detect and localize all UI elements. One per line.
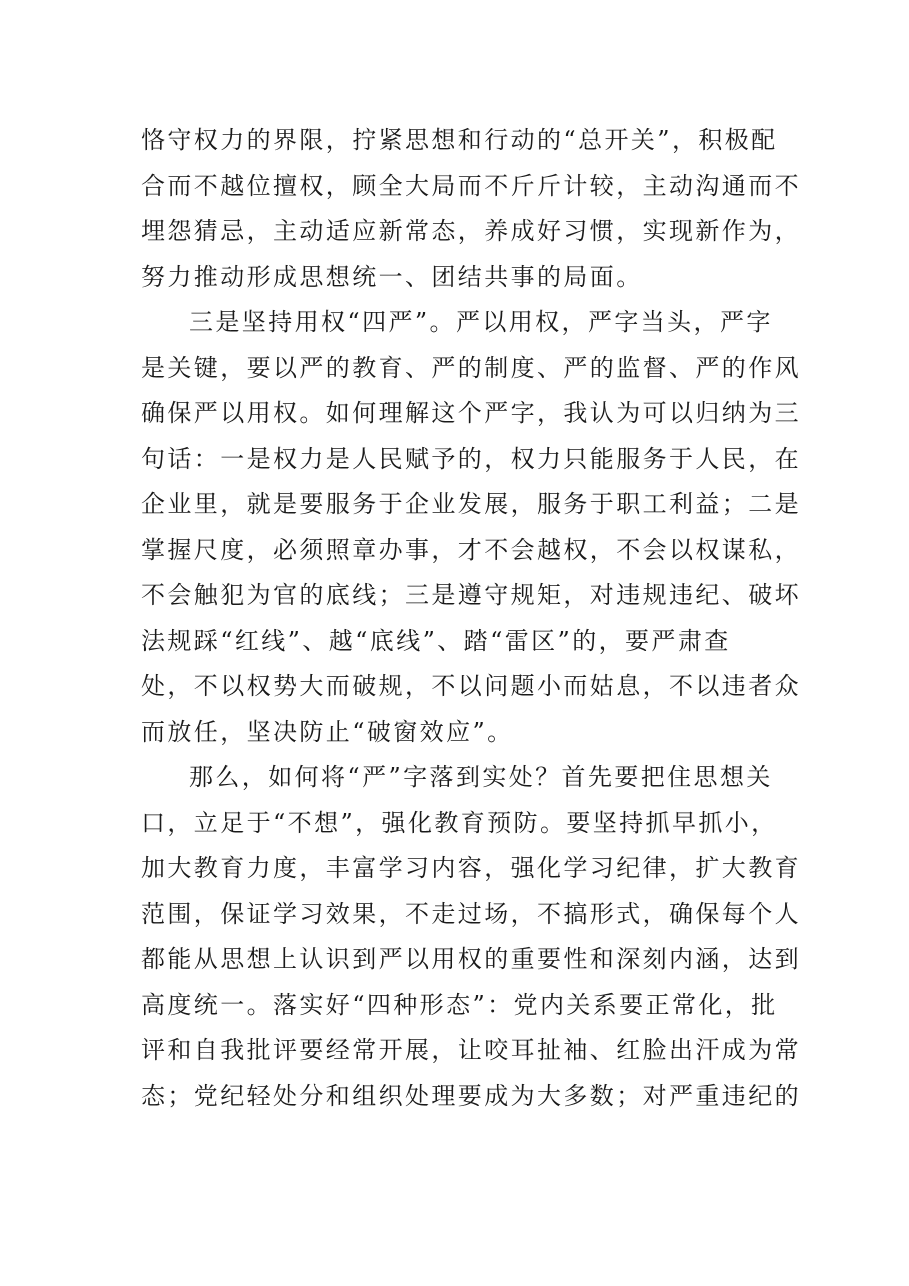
- text-line: 是关键，要以严的教育、严的制度、严的监督、严的作风: [141, 353, 801, 382]
- text-line: 范围，保证学习效果，不走过场，不搞形式，确保每个人: [141, 899, 801, 928]
- text-line: 高度统一。落实好“四种形态”：党内关系要正常化，批: [141, 990, 778, 1019]
- text-line: 确保严以用权。如何理解这个严字，我认为可以归纳为三: [141, 399, 801, 427]
- text-line: 埋怨猜忌，主动适应新常态，养成好习惯，实现新作为，: [141, 217, 801, 245]
- text-line: 法规踩“红线”、越“底线”、踏“雷区”的，要严肃查: [141, 626, 731, 655]
- paragraph-first-line: 那么，如何将“严”字落到实处？首先要把住思想关: [189, 763, 773, 791]
- text-line: 态；党纪轻处分和组织处理要成为大多数；对严重违纪的: [141, 1081, 801, 1110]
- text-line: 处，不以权势大而破规，不以问题小而姑息，不以违者众: [141, 672, 801, 700]
- text-line: 不会触犯为官的底线；三是遵守规矩，对违规违纪、破坏: [141, 581, 801, 609]
- text-line: 而放任，坚决防止“破窗效应”。: [141, 717, 514, 746]
- text-line: 句话：一是权力是人民赋予的，权力只能服务于人民，在: [141, 444, 801, 473]
- text-line: 合而不越位擅权，顾全大局而不斤斤计较，主动沟通而不: [141, 171, 801, 200]
- text-line: 都能从思想上认识到严以用权的重要性和深刻内涵，达到: [141, 945, 801, 973]
- text-line: 掌握尺度，必须照章办事，才不会越权，不会以权谋私，: [141, 535, 801, 564]
- paragraph-first-line: 三是坚持用权“四严”。严以用权，严字当头，严字: [189, 308, 773, 336]
- text-line: 口，立足于“不想”，强化教育预防。要坚持抓早抓小，: [141, 808, 778, 837]
- text-line: 努力推动形成思想统一、团结共事的局面。: [141, 262, 643, 291]
- text-line: 恪守权力的界限，拧紧思想和行动的“总开关”，积极配: [141, 126, 778, 154]
- text-line: 加大教育力度，丰富学习内容，强化学习纪律，扩大教育: [141, 854, 801, 882]
- text-line: 评和自我批评要经常开展，让咬耳扯袖、红脸出汗成为常: [141, 1036, 801, 1064]
- text-line: 企业里，就是要服务于企业发展，服务于职工利益；二是: [141, 490, 801, 518]
- document-body: [141, 118, 801, 1119]
